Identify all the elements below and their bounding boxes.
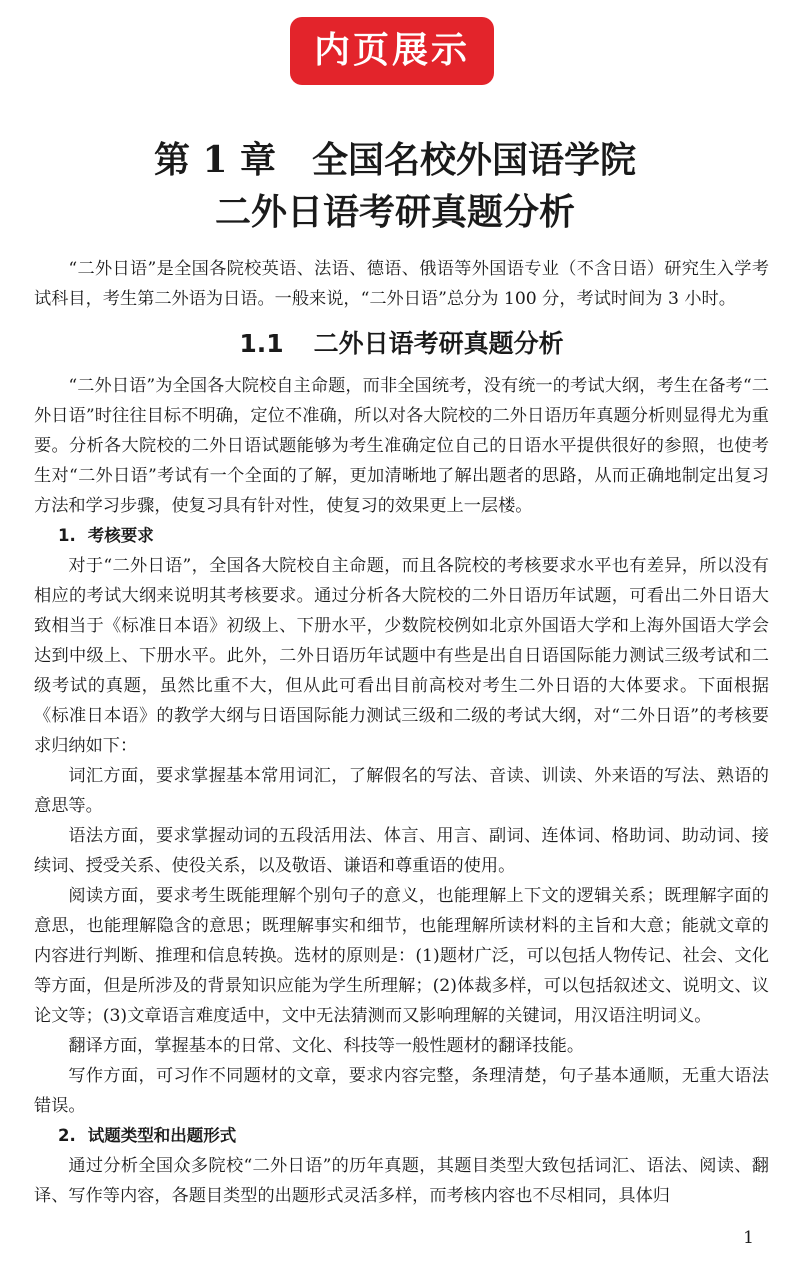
page-number: 1 — [743, 1228, 754, 1248]
section-title: 二外日语考研真题分析 — [313, 329, 564, 358]
chapter-title — [0, 134, 790, 238]
subsection-title: 试题类型和出题形式 — [87, 1126, 237, 1145]
section-paragraph: “二外日语”为全国各大院校自主命题，而非全国统考，没有统一的考试大纲，考生在备考“二外日语”时往往目标不明确，定位不准确，所以对各大院校的二外日语历年真题分析则显得尤为重要。分析各大院校的二外日语试题能够为考生准确定位自己的日语水平提供很好的参照，也使考生对“二外日语”考试有一个全面的了解，更加清晰地了解出题者的思路，从而正确地制定出复习方法和学习步骤，使复习具有针对性，使复习的效果更上一层楼。 — [34, 376, 769, 516]
subsection-heading-requirements — [34, 521, 769, 551]
requirements-paragraph-translation: 翻译方面，掌握基本的日常、文化、科技等一般性题材的翻译技能。 — [68, 1036, 585, 1056]
requirements-paragraph-writing: 写作方面，可习作不同题材的文章，要求内容完整，条理清楚，句子基本通顺，无重大语法错误。 — [34, 1066, 769, 1116]
requirements-paragraph-overview: 对于“二外日语”，全国各大院校自主命题，而且各院校的考核要求水平也有差异，所以没有相应的考试大纲来说明其考核要求。通过分析各大院校的二外日语历年试题，可看出二外日语大致相当于《标准日本语》初级上、下册水平，少数院校例如北京外国语大学和上海外国语大学会达到中级上、下册水平。此外，二外日语历年试题中有些是出自日语国际能力测试三级考试和二级考试的真题，虽然比重不大，但从此可看出目前高校对考生二外日语的大体要求。下面根据《标准日本语》的教学大纲与日语国际能力测试三级和二级的考试大纲，对“二外日语”的考核要求归纳如下： — [34, 556, 769, 756]
requirements-paragraph-grammar: 语法方面，要求掌握动词的五段活用法、体言、用言、副词、连体词、格助词、助动词、接续词、授受关系、使役关系，以及敬语、谦语和尊重语的使用。 — [34, 826, 769, 876]
chapter-title-line-1: 第 1 章 全国名校外国语学院 — [153, 139, 637, 181]
subsection-heading-question-types — [34, 1121, 769, 1151]
subsection-number: 2. — [58, 1126, 76, 1145]
page-body — [34, 254, 769, 1211]
requirements-paragraph-vocabulary: 词汇方面，要求掌握基本常用词汇，了解假名的写法、音读、训读、外来语的写法、熟语的意思等。 — [34, 766, 769, 816]
subsection-title: 考核要求 — [87, 526, 154, 545]
section-heading — [34, 323, 769, 365]
requirements-paragraph-reading: 阅读方面，要求考生既能理解个别句子的意义，也能理解上下文的逻辑关系；既理解字面的意思，也能理解隐含的意思；既理解事实和细节，也能理解所读材料的主旨和大意；能就文章的内容进行判断、推理和信息转换。选材的原则是：(1)题材广泛，可以包括人物传记、社会、文化等方面，但是所涉及的背景知识应能为学生所理解；(2)体裁多样，可以包括叙述文、说明文、议论文等；(3)文章语言难度适中，文中无法猜测而又影响理解的关键词，用汉语注明词义。 — [34, 886, 769, 1026]
question-types-paragraph: 通过分析全国众多院校“二外日语”的历年真题，其题目类型大致包括词汇、语法、阅读、翻译、写作等内容，各题目类型的出题形式灵活多样，而考核内容也不尽相同，具体归 — [34, 1156, 769, 1206]
section-number: 1.1 — [239, 329, 284, 358]
intro-paragraph: “二外日语”是全国各院校英语、法语、德语、俄语等外国语专业（不含日语）研究生入学考试科目，考生第二外语为日语。一般来说，“二外日语”总分为 100 分，考试时间为 3 小时。 — [34, 259, 769, 309]
subsection-number: 1. — [58, 526, 76, 545]
chapter-title-line-2: 二外日语考研真题分析 — [214, 191, 575, 233]
page-banner: 内页展示 — [290, 17, 494, 85]
